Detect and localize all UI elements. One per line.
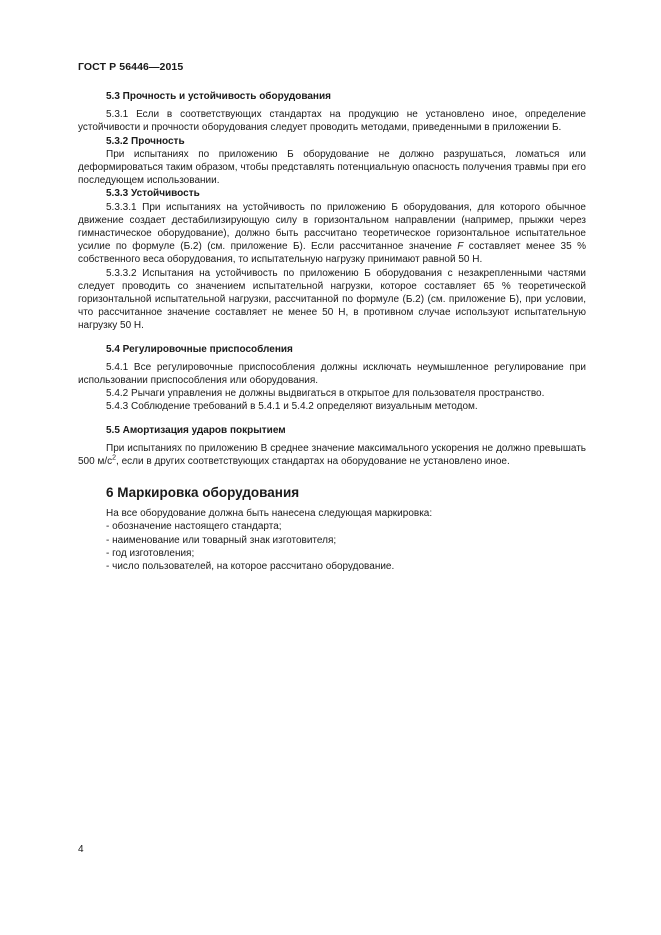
variable-f: F xyxy=(457,241,464,253)
document-body xyxy=(78,90,586,573)
superscript-2: 2 xyxy=(112,454,117,462)
page-number: 4 xyxy=(78,844,84,855)
list-item: - число пользователей, на которое рассчитано оборудование. xyxy=(106,561,395,573)
list-item: - год изготовления; xyxy=(106,547,195,559)
section-5-4-heading: 5.4 Регулировочные приспособления xyxy=(106,343,293,355)
section-5-5-heading: 5.5 Амортизация ударов покрытием xyxy=(106,424,286,436)
paragraph-5-4-3: 5.4.3 Соблюдение требований в 5.4.1 и 5.4.2 определяют визуальным методом. xyxy=(106,401,478,413)
subsection-5-3-3-heading: 5.3.3 Устойчивость xyxy=(106,188,200,200)
list-item: - обозначение настоящего стандарта; xyxy=(106,521,282,533)
section-5-3-heading: 5.3 Прочность и устойчивость оборудования xyxy=(106,91,331,102)
paragraph-5-3-3-1-part-a: 5.3.3.1 При испытаниях на устойчивость по приложению Б оборудования, для которого обычное движение создает дестабилизирующую силу в горизонтальном направлении (например, прыжки через гимнастическое оборудование), должно быть рассчитано теоретическое горизонтальное испытательное усилие по формуле (Б.2) (см. приложение Б). Если рассчитанное значение xyxy=(78,201,586,253)
subsection-5-3-2-heading: 5.3.2 Прочность xyxy=(106,135,185,147)
paragraph-5-3-1: 5.3.1 Если в соответствующих стандартах на продукцию не установлено иное, определение устойчивости и прочности оборудования следует проводить методами, приведенными в приложении Б. xyxy=(78,109,586,134)
section-6-intro: На все оборудование должна быть нанесена следующая маркировка: xyxy=(106,508,433,520)
section-6-heading: 6 Маркировка оборудования xyxy=(106,485,300,501)
paragraph-5-3-3-2: 5.3.3.2 Испытания на устойчивость по приложению Б оборудования с незакрепленными частями следует проводить со значением испытательной нагрузки, которое составляет 65 % теоретической горизонтальной испытательной нагрузки, рассчитанной по формуле (Б.2) (см. приложение Б), при условии, что рассчитанное значение составляет не менее 50 Н, в противном случае используют испытательную нагрузку 50 Н. xyxy=(78,267,586,332)
paragraph-5-5-part-b: , если в других соответствующих стандартах на оборудование не установлено иное. xyxy=(116,456,510,468)
paragraph-5-5-part-a: При испытаниях по приложению В среднее значение максимального ускорения не должно превышать 500 м/с xyxy=(78,442,586,468)
paragraph-5-4-2: 5.4.2 Рычаги управления не должны выдвигаться в открытое для пользователя пространство. xyxy=(106,388,545,400)
paragraph-5-3-3-1 xyxy=(78,201,586,267)
paragraph-5-3-3-1-part-b: составляет менее 35 % собственного веса оборудования, то испытательную нагрузку принимают равной 50 Н. xyxy=(78,241,586,266)
paragraph-5-4-1: 5.4.1 Все регулировочные приспособления должны исключать неумышленное регулирование при использовании приспособления или оборудования. xyxy=(78,361,586,387)
paragraph-5-5 xyxy=(78,442,586,468)
paragraph-5-3-2: При испытаниях по приложению Б оборудование не должно разрушаться, ломаться или деформироваться таким образом, чтобы представлять потенциальную опасность получения травмы при его последующем использовании. xyxy=(78,148,586,187)
marking-list xyxy=(78,520,586,573)
standard-header: ГОСТ Р 56446—2015 xyxy=(78,61,184,73)
list-item: - наименование или товарный знак изготовителя; xyxy=(106,534,337,546)
